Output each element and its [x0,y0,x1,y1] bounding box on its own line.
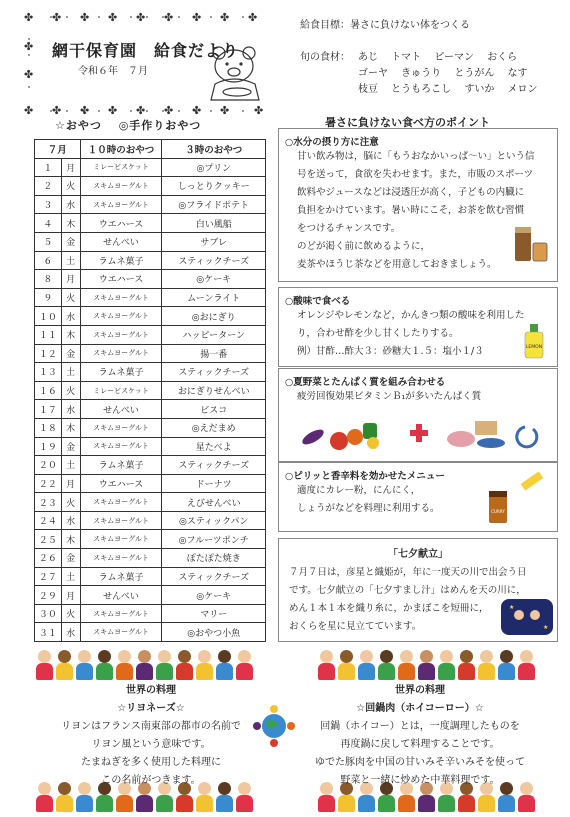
weekday-cell: 金 [61,549,80,568]
table-row [35,177,266,196]
child-figure [476,648,496,682]
child-figure [74,648,94,682]
weekday-cell: 木 [61,530,80,549]
child-figure [436,648,456,682]
day-cell: １９ [35,437,62,456]
day-cell: ２５ [35,530,62,549]
day-cell: １７ [35,400,62,419]
sour-tip-line: 例）甘酢…酢大３：砂糖大１.５：塩小１/３ [297,346,484,357]
svg-text:✤: ✤ [192,104,202,117]
world-dish-line: リヨンはフランス南東部の都市の名前で [61,721,241,732]
day-cell: ３ [35,195,62,214]
snack-3pm-cell: おにぎりせんべい [162,381,266,400]
water-tip-line: 飲料やジュースなどは浸透圧が高く，子どもの内臓に [297,187,525,198]
snack-3pm-cell: スティックチーズ [162,456,266,475]
day-cell: ３１ [35,623,62,642]
spice-tip-heading: ○ピリッと香辛料を効かせたメニュー [285,471,445,482]
spice-tip-box [278,462,558,532]
day-cell: ９ [35,288,62,307]
svg-text:✤: ✤ [52,11,62,24]
snack-10am-cell: ラムネ菓子 [80,363,162,382]
child-figure [174,648,194,682]
day-cell: ８ [35,270,62,289]
child-figure [154,648,174,682]
snack-10am-cell: スキムヨーグルト [80,325,162,344]
child-figure [376,648,396,682]
svg-text:✤: ✤ [80,104,90,117]
snack-3pm-cell: スティックチーズ [162,567,266,586]
snack-10am-cell: スキムヨーグルト [80,530,162,549]
svg-text:✤: ✤ [136,104,146,117]
tanabata-line: めん１本１本を織り糸に，かまぼこを短冊に， [289,603,489,614]
snack-3pm-cell: 白い風船 [162,214,266,233]
snack-3pm-cell: ◎えだまめ [162,418,266,437]
weekday-cell: 土 [61,456,80,475]
child-figure [496,648,516,682]
day-cell: １０ [35,307,62,326]
snack-3pm-cell: ハッピーターン [162,325,266,344]
snack-10am-cell: スキムヨーグルト [80,344,162,363]
day-cell: ２２ [35,474,62,493]
svg-text:✤: ✤ [108,11,118,24]
tea-icon [511,221,551,265]
sour-tip-line: り，合わせ酢を少し甘くしたりする。 [297,328,459,339]
snack-3pm-cell: ◎ケーキ [162,586,266,605]
snack-10am-cell: ウエハース [80,270,162,289]
day-cell: １ [35,158,62,177]
child-figure [194,648,214,682]
svg-text:★: ★ [509,604,515,611]
day-cell: ２９ [35,586,62,605]
children-row-left [34,648,254,682]
table-row [35,418,266,437]
sour-tip-line: オレンジやレモンなど，かんきつ類の酸味を利用した [297,310,525,321]
table-row [35,567,266,586]
snack-10am-cell: スキムヨーグルト [80,177,162,196]
table-row [35,474,266,493]
weekday-cell: 水 [61,195,80,214]
svg-text:✤: ✤ [24,68,34,81]
world-dish-line: 回鍋（ホイコー）とは，一度調理したものを [320,721,520,732]
day-cell: ４ [35,214,62,233]
weekday-cell: 木 [61,214,80,233]
weekday-cell: 火 [61,381,80,400]
snack-10am-cell: せんべい [80,400,162,419]
snack-3pm-cell: スティックチーズ [162,251,266,270]
seasonal-foods [300,50,538,98]
snack-10am-cell: スキムヨーグルト [80,511,162,530]
day-cell: １６ [35,381,62,400]
table-header-row [35,140,266,159]
snack-3pm-cell: ◎ケーキ [162,270,266,289]
snack-10am-cell: スキムヨーグルト [80,288,162,307]
snack-3pm-cell: ◎プリン [162,158,266,177]
snack-3pm-cell: 揚一番 [162,344,266,363]
child-figure [396,648,416,682]
snack-10am-cell: ラムネ菓子 [80,251,162,270]
svg-text:✤: ✤ [80,11,90,24]
weekday-cell: 水 [61,511,80,530]
goal-label: 給食目標： [300,20,350,31]
snack-3pm-cell: スティックチーズ [162,363,266,382]
snack-10am-cell: スキムヨーグルト [80,493,162,512]
weekday-cell: 金 [61,437,80,456]
col-header-month: ７月 [35,140,81,159]
weekday-cell: 土 [61,251,80,270]
child-figure [114,648,134,682]
weekday-cell: 月 [61,270,80,289]
snack-10am-cell: ラムネ菓子 [80,567,162,586]
svg-text:✤: ✤ [24,104,34,117]
star-couple-illustration [501,599,553,635]
world-dish-line: リヨン風という意味です。 [91,739,211,750]
table-row [35,530,266,549]
world-dish-line: この名前がつきます。 [101,775,201,786]
snack-3pm-cell: ぽたぽた焼き [162,549,266,568]
heat-tips-title: 暑さに負けない食べ方のポイント [325,116,490,129]
curry-label: CURRY [491,509,505,514]
world-dish-line: 野菜と一緒に炒めた中華料理です。 [340,775,500,786]
day-cell: ３０ [35,604,62,623]
svg-text:✤: ✤ [220,104,230,117]
col-header-10am: １０時のおやつ [80,140,162,159]
weekday-cell: 火 [61,177,80,196]
table-row [35,400,266,419]
table-row [35,214,266,233]
snack-10am-cell: ラムネ菓子 [80,456,162,475]
day-cell: ２ [35,177,62,196]
table-row [35,307,266,326]
child-figure [214,648,234,682]
day-cell: １１ [35,325,62,344]
snack-10am-cell: スキムヨーグルト [80,418,162,437]
snack-10am-cell: せんべい [80,586,162,605]
svg-text:★: ★ [543,624,549,631]
snack-10am-cell: スキムヨーグルト [80,604,162,623]
snack-3pm-cell: ドーナツ [162,474,266,493]
weekday-cell: 土 [61,363,80,382]
weekday-cell: 火 [61,288,80,307]
world-heading: 世界の料理 [395,685,445,696]
child-figure [516,648,536,682]
svg-text:✤: ✤ [52,104,62,117]
table-row [35,325,266,344]
snack-3pm-cell: ◎フルーツポンチ [162,530,266,549]
weekday-cell: 月 [61,474,80,493]
lunch-goal [300,16,470,31]
world-dish-left [36,682,266,790]
table-row [35,456,266,475]
weekday-cell: 水 [61,400,80,419]
snack-legend: ☆おやつ ◎手作りおやつ [55,119,202,132]
tanabata-line: おくらを星に見立てています。 [289,621,422,632]
weekday-cell: 月 [61,586,80,605]
snack-3pm-cell: えびせんべい [162,493,266,512]
svg-text:✤: ✤ [164,104,174,117]
child-figure [54,648,74,682]
tanabata-line: ７月７日は，彦星と織姫が，年に一度天の川で出会う日 [289,567,527,578]
child-figure [316,648,336,682]
table-row [35,270,266,289]
snack-3pm-cell: サブレ [162,232,266,251]
water-tip-box [278,128,558,282]
newsletter-title: 網干保育園 給食だより [52,41,240,60]
issue-date: 令和６年 ７月 [78,66,148,77]
vegetables-plus-protein-illustration [297,413,547,455]
svg-text:✤: ✤ [24,40,34,53]
water-tip-line: 負担をかけています。暑い時にこそ，お茶を飲む習慣 [297,205,525,216]
sour-tip-box [278,287,558,367]
snack-3pm-cell: マリー [162,604,266,623]
goal-text: 暑さに負けない体をつくる [350,20,470,31]
snack-10am-cell: ミレービスケット [80,158,162,177]
table-row [35,232,266,251]
weekday-cell: 火 [61,493,80,512]
table-row [35,437,266,456]
sour-tip-heading: ○酸味で食べる [285,296,351,307]
seasonal-row-2: ゴーヤ きゅうり とうがん なす [358,68,528,79]
water-tip-heading: ○水分の摂り方に注意 [285,137,379,148]
table-row [35,549,266,568]
world-dish-line: 再度鍋に戻して料理することです。 [340,739,500,750]
lemon-bottle-icon [523,324,545,360]
world-dish-line: たまねぎを多く使用した料理に [81,757,221,768]
world-dish-right [300,682,540,790]
day-cell: ６ [35,251,62,270]
table-row [35,586,266,605]
day-cell: ２０ [35,456,62,475]
svg-text:✤: ✤ [220,11,230,24]
vegetable-tip-line: 疲労回復効果ビタミンＢ₁が多いたんぱく質 [297,391,482,402]
snack-3pm-cell: ムーンライト [162,288,266,307]
seasonal-label: 旬の食材： [300,52,350,63]
weekday-cell: 水 [61,307,80,326]
svg-text:✤: ✤ [108,104,118,117]
child-figure [336,648,356,682]
table-row [35,493,266,512]
table-row [35,511,266,530]
table-row [35,623,266,642]
table-row [35,381,266,400]
tanabata-box [278,538,558,642]
world-dish-title: ☆回鍋肉（ホイコーロー）☆ [356,703,484,714]
tanabata-title: 「七夕献立」 [388,549,448,560]
snack-10am-cell: スキムヨーグルト [80,195,162,214]
children-row-right [316,648,536,682]
water-tip-line: をつけるチャンスです。 [297,223,401,234]
bear-illustration [205,44,265,102]
seasonal-row-1: あじ トマト ピーマン おくら [358,52,518,63]
child-figure [134,648,154,682]
weekday-cell: 木 [61,325,80,344]
snack-3pm-cell: しっとりクッキー [162,177,266,196]
curry-spice-icon [483,471,551,527]
table-row [35,251,266,270]
snack-3pm-cell: ◎おにぎり [162,307,266,326]
child-figure [34,648,54,682]
water-tip-line: のどが渇く前に飲めるように， [297,241,431,252]
day-cell: ２４ [35,511,62,530]
weekday-cell: 月 [61,158,80,177]
svg-text:✤: ✤ [248,11,258,24]
water-tip-line: 麦茶やほうじ茶などを用意しておきましょう。 [297,259,497,270]
child-figure [94,648,114,682]
snack-table [34,139,266,642]
day-cell: ２３ [35,493,62,512]
snack-10am-cell: せんべい [80,232,162,251]
snack-10am-cell: スキムヨーグルト [80,549,162,568]
child-figure [416,648,436,682]
svg-text:✤: ✤ [24,11,34,24]
weekday-cell: 金 [61,232,80,251]
world-dish-title: ☆リヨネーズ☆ [117,703,185,714]
globe-children-icon [252,704,296,748]
weekday-cell: 土 [61,567,80,586]
snack-10am-cell: スキムヨーグルト [80,437,162,456]
snack-3pm-cell: ◎おやつ小魚 [162,623,266,642]
child-figure [356,648,376,682]
day-cell: １２ [35,344,62,363]
weekday-cell: 金 [61,344,80,363]
seasonal-row-3: 枝豆 とうもろこし すいか メロン [358,84,538,95]
snack-3pm-cell: ビスコ [162,400,266,419]
vegetable-tip-heading: ○夏野菜とたんぱく質を組み合わせる [285,377,446,388]
snack-10am-cell: スキムヨーグルト [80,307,162,326]
vegetable-tip-box [278,368,558,462]
world-dish-line: ゆでた豚肉を中国の甘いみそ辛いみそを使って [315,757,525,768]
svg-text:✤: ✤ [254,104,264,117]
snack-3pm-cell: ◎フライドポテト [162,195,266,214]
snack-10am-cell: ミレービスケット [80,381,162,400]
child-figure [456,648,476,682]
table-row [35,604,266,623]
weekday-cell: 火 [61,604,80,623]
snack-3pm-cell: 星たべよ [162,437,266,456]
snack-10am-cell: スキムヨーグルト [80,623,162,642]
svg-text:✤: ✤ [164,11,174,24]
day-cell: ５ [35,232,62,251]
spice-tip-line: 適度にカレー粉，にんにく， [297,485,421,496]
water-tip-line: 号を送って，食欲を失わせます。また，市販のスポーツ [297,169,534,180]
lemon-label: LEMON [525,345,543,350]
snack-10am-cell: ウエハース [80,214,162,233]
child-figure [234,648,254,682]
table-row [35,195,266,214]
col-header-3pm: ３時のおやつ [162,140,266,159]
table-row [35,288,266,307]
day-cell: １８ [35,418,62,437]
table-row [35,344,266,363]
snack-3pm-cell: ◎スティックパン [162,511,266,530]
day-cell: １３ [35,363,62,382]
svg-text:✤: ✤ [136,11,146,24]
tanabata-line: です。七夕献立の「七夕すまし汁」はめんを天の川に， [289,585,526,596]
table-row [35,363,266,382]
day-cell: ２６ [35,549,62,568]
water-tip-line: 甘い飲み物は，脳に「もうおなかいっぱ～い」という信 [297,151,535,162]
world-heading: 世界の料理 [126,685,176,696]
svg-text:✤: ✤ [192,11,202,24]
snack-10am-cell: ウエハース [80,474,162,493]
day-cell: ２７ [35,567,62,586]
spice-tip-line: しょうがなどを料理に利用する。 [297,503,440,514]
weekday-cell: 水 [61,623,80,642]
weekday-cell: 木 [61,418,80,437]
table-row [35,158,266,177]
